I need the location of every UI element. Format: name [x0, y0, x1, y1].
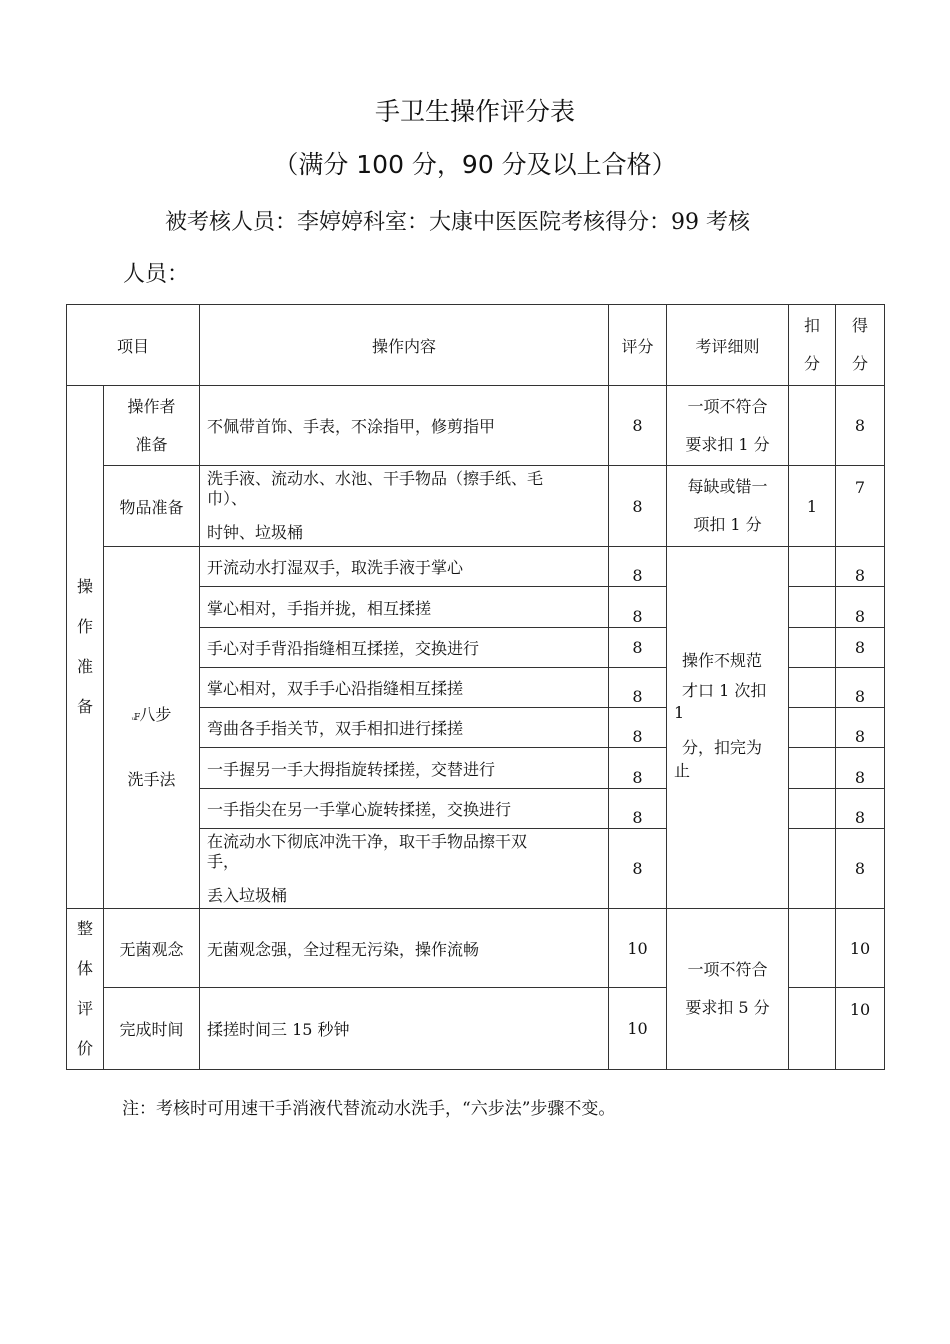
content-cell: 一手握另一手大拇指旋转揉搓，交替进行 [200, 748, 609, 789]
got-cell: 8 [836, 386, 885, 466]
header-got-2: 分 [851, 354, 868, 373]
sub-completion-time: 完成时间 [104, 988, 200, 1070]
examinee-info-line-1: 被考核人员：李婷婷科室：大康中医医院考核得分：99 考核 [165, 210, 750, 235]
table-row [67, 909, 885, 988]
content-cell: 一手指尖在另一手掌心旋转揉搓，交换进行 [200, 789, 609, 829]
content-cell: 手心对手背沿指缝相互揉搓，交换进行 [200, 628, 609, 668]
sub-operator-prep: 操作者 准备 [104, 386, 200, 466]
header-score: 评分 [609, 305, 667, 386]
header-rules: 考评细则 [667, 305, 789, 386]
score-cell: 8 [609, 789, 667, 829]
got-cell: 10 [836, 909, 885, 988]
group-overall-evaluation: 整 体 评 价 [67, 909, 104, 1070]
got-cell: 8 [836, 829, 885, 909]
content-cell: 揉搓时间三 15 秒钟 [200, 988, 609, 1070]
deduct-cell [789, 829, 836, 909]
got-cell: 8 [836, 547, 885, 587]
rule-cell: 一项不符合 要求扣 5 分 [667, 909, 789, 1070]
header-deduct [789, 305, 836, 386]
got-cell: 8 [836, 789, 885, 829]
header-deduct-1: 扣 [803, 316, 820, 335]
got-cell: 8 [836, 708, 885, 748]
got-cell: 8 [836, 668, 885, 708]
scoring-table [66, 304, 885, 1070]
header-deduct-2: 分 [803, 354, 820, 373]
got-cell: 7 [836, 466, 885, 547]
got-cell: 8 [836, 587, 885, 628]
header-item: 项目 [67, 305, 200, 386]
deduct-cell [789, 708, 836, 748]
content-cell: 无菌观念强，全过程无污染，操作流畅 [200, 909, 609, 988]
deduct-cell [789, 628, 836, 668]
sub-eight-step-wash: ᵤF八步 洗手法 [104, 547, 200, 909]
deduct-cell [789, 988, 836, 1070]
page-title: 手卫生操作评分表 [374, 97, 575, 126]
content-cell: 掌心相对，双手手心沿指缝相互揉搓 [200, 668, 609, 708]
header-got-1: 得 [851, 316, 868, 335]
deduct-cell [789, 748, 836, 789]
score-cell: 8 [609, 668, 667, 708]
content-cell: 开流动水打湿双手，取洗手液于掌心 [200, 547, 609, 587]
deduct-cell [789, 386, 836, 466]
got-cell: 8 [836, 748, 885, 789]
deduct-cell [789, 587, 836, 628]
score-cell: 8 [609, 547, 667, 587]
rule-cell: 操作不规范 才口 1 次扣 1 分，扣完为 止 [667, 547, 789, 909]
score-cell: 8 [609, 708, 667, 748]
page-subtitle: （满分 100 分，90 分及以上合格） [273, 150, 677, 179]
footnote: 注：考核时可用速干手消液代替流动水洗手，“六步法”步骤不变。 [122, 1099, 616, 1119]
sub-aseptic-concept: 无菌观念 [104, 909, 200, 988]
examinee-info-line-2: 人员： [123, 262, 190, 287]
score-cell: 8 [609, 748, 667, 789]
table-header-row [67, 305, 885, 386]
content-cell: 掌心相对，手指并拢，相互揉搓 [200, 587, 609, 628]
header-content: 操作内容 [200, 305, 609, 386]
content-cell: 在流动水下彻底冲洗干净，取干手物品擦干双 手， 丢入垃圾桶 [200, 829, 609, 909]
score-cell: 8 [609, 628, 667, 668]
table-row [67, 547, 885, 587]
sub-items-prep: 物品准备 [104, 466, 200, 547]
score-cell: 8 [609, 587, 667, 628]
deduct-cell [789, 547, 836, 587]
score-cell: 8 [609, 466, 667, 547]
score-cell: 10 [609, 988, 667, 1070]
deduct-cell [789, 668, 836, 708]
table-row [67, 466, 885, 547]
deduct-cell [789, 789, 836, 829]
score-cell: 8 [609, 829, 667, 909]
content-cell: 不佩带首饰、手表，不涂指甲，修剪指甲 [200, 386, 609, 466]
rule-cell: 每缺或错一 项扣 1 分 [667, 466, 789, 547]
score-cell: 10 [609, 909, 667, 988]
got-cell: 8 [836, 628, 885, 668]
table-row [67, 386, 885, 466]
score-cell: 8 [609, 386, 667, 466]
header-got [836, 305, 885, 386]
deduct-cell: 1 [789, 466, 836, 547]
deduct-cell [789, 909, 836, 988]
got-cell: 10 [836, 988, 885, 1070]
rule-cell: 一项不符合 要求扣 1 分 [667, 386, 789, 466]
content-cell: 洗手液、流动水、水池、干手物品（擦手纸、毛 巾）、 时钟、垃圾桶 [200, 466, 609, 547]
group-operation-prep: 操 作 准 备 [67, 386, 104, 909]
content-cell: 弯曲各手指关节，双手相扣进行揉搓 [200, 708, 609, 748]
